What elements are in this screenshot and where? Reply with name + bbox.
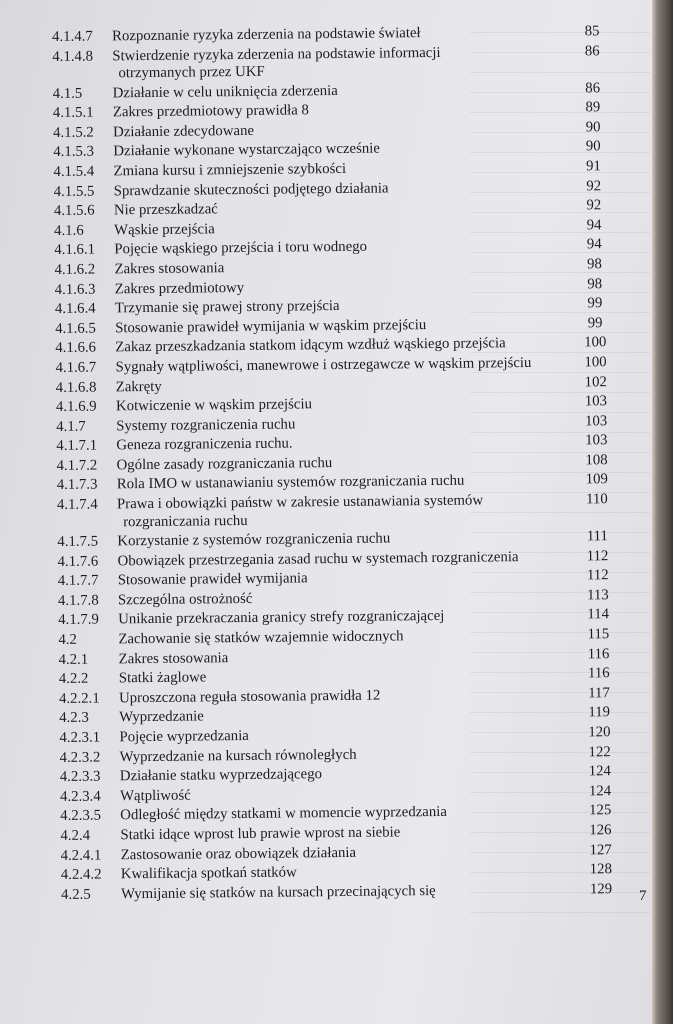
toc-entry-number: 4.1.7.9: [58, 611, 99, 629]
toc-entry-title: Działanie wykonane wystarczająco wcześnie: [113, 140, 380, 160]
toc-entry-page: 112: [586, 567, 609, 584]
toc-entry-page: 116: [587, 645, 610, 663]
toc-entry-number: 4.2.3.3: [59, 768, 101, 786]
toc-entry-page: 90: [585, 119, 601, 136]
toc-entry-number: 4.1.5.4: [53, 163, 95, 180]
toc-entry-title: Sprawdzanie skuteczności podjętego działania: [113, 180, 389, 199]
toc-entry-title: Prawa i obowiązki państw w zakresie ustanawiania systemów: [116, 492, 484, 513]
toc-entry-number: 4.2.4.2: [60, 866, 102, 884]
page-edge: [652, 0, 673, 1024]
toc-entry-page: 86: [584, 42, 600, 59]
toc-entry-title: Wyprzedzanie na kursach równoległych: [119, 746, 357, 765]
toc-entry-page: 126: [589, 822, 612, 839]
toc-entry-title: Zakres stosowania: [114, 260, 225, 278]
toc-entry-title: Uproszczona reguła stosowania prawidła 12: [118, 687, 381, 707]
toc-entry-number: 4.1.6.2: [54, 261, 96, 278]
toc-entry-number: 4.1.7.4: [56, 496, 98, 514]
toc-entry-title: Szczególna ostrożność: [117, 590, 253, 609]
toc-entry-page: 111: [586, 528, 608, 545]
toc-entry-number: 4.1.6: [54, 222, 84, 239]
toc-entry-number: 4.1.7: [56, 418, 86, 435]
toc-entry-page: 103: [584, 393, 608, 410]
toc-entry-number: 4.2: [58, 631, 77, 648]
toc-entry-title: Zakręty: [115, 378, 162, 395]
toc-entry-number: 4.1.6.4: [54, 300, 96, 318]
toc-entry-page: 116: [587, 665, 610, 682]
toc-entry-page: 108: [585, 452, 608, 469]
toc-entry-title: Zastosowanie oraz obowiązek działania: [120, 844, 357, 863]
toc-entry-number: 4.2.3.4: [59, 788, 101, 805]
toc-entry-number: 4.1.7.2: [56, 457, 98, 474]
toc-entry-page: 99: [587, 314, 603, 332]
toc-entry-page: 113: [587, 587, 609, 604]
toc-entry-number: 4.1.4.7: [52, 28, 93, 45]
toc-entry-number: 4.1.5.5: [53, 183, 95, 200]
toc-entry-page: 119: [588, 704, 611, 721]
toc-entry-page: 122: [588, 743, 611, 760]
toc-entry-page: 127: [589, 841, 612, 858]
toc-entry-title: Działanie w celu uniknięcia zderzenia: [112, 82, 338, 101]
toc-entry-number: 4.1.6.7: [55, 359, 97, 376]
toc-entry-title: Zakres przedmiotowy: [114, 279, 245, 297]
toc-entry-page: 100: [584, 354, 607, 371]
toc-entry-title: Statki idące wprost lub prawie wprost na siebie: [120, 824, 401, 844]
toc-entry-title-block: [117, 490, 587, 531]
toc-entry-number: 4.1.6.3: [54, 281, 96, 298]
toc-entry-number: 4.1.4.8: [52, 48, 94, 65]
toc-entry-page: 103: [584, 412, 608, 430]
toc-entry-page: 85: [584, 23, 600, 40]
toc-entry-title: Wąskie przejścia: [114, 221, 215, 239]
toc-entry-number: 4.1.7.1: [56, 437, 98, 455]
toc-entry-number: 4.1.7.5: [57, 533, 99, 551]
toc-entry-number: 4.2.2: [58, 670, 89, 688]
toc-entry-title: Kwalifikacja spotkań statków: [120, 864, 297, 883]
toc-entry-title: Zmiana kursu i zmniejszenie szybkości: [113, 160, 347, 180]
toc-entry-page: 86: [585, 79, 601, 96]
toc-entry-page: 124: [588, 782, 612, 800]
toc-entry-title: Stosowanie prawideł wymijania: [117, 570, 308, 589]
toc-entry-title: Sygnały wątpliwości, manewrowe i ostrzegawcze w wąskim przejściu: [115, 354, 532, 376]
toc-entry-number: 4.1.7.8: [57, 592, 99, 609]
toc-entry-title-continuation: otrzymanych przez UKF: [118, 63, 265, 82]
toc-entry-number: 4.2.1: [58, 651, 89, 668]
toc-entry-number: 4.1.6.1: [54, 241, 96, 259]
toc-entry-title: Rozpoznanie ryzyka zderzenia na podstawie świateł: [112, 25, 421, 45]
toc-entry-title: Zakres przedmiotowy prawidła 8: [112, 102, 309, 121]
toc-entry-number: 4.2.4.1: [60, 847, 102, 864]
toc-entry-number: 4.1.6.6: [55, 339, 97, 357]
toc-entry-page: 117: [588, 684, 610, 702]
toc-entry-page: 128: [589, 861, 613, 878]
toc-entry-title: Wymijanie się statków na kursach przecinających się: [120, 882, 436, 903]
toc-entry-title: Wątpliwość: [119, 787, 191, 805]
toc-entry-title: Zakres stosowania: [118, 649, 229, 667]
toc-entry-title: Rola IMO w ustanawianiu systemów rozgraniczania ruchu: [116, 473, 465, 493]
toc-entry-number: 4.1.5.2: [53, 124, 94, 141]
toc-entry-title: Nie przeszkadzać: [113, 201, 218, 219]
toc-entry-number: 4.1.7.7: [57, 572, 99, 590]
toc-entry-title: Wyprzedzanie: [119, 708, 204, 726]
toc-entry-page: 115: [587, 626, 610, 643]
toc-entry-page: 120: [588, 724, 611, 741]
toc-entry-title: Korzystanie z systemów rozgraniczenia ruchu: [117, 530, 391, 550]
toc-entry-number: 4.1.7.6: [57, 553, 99, 570]
toc-entry-number: 4.2.4: [60, 827, 91, 844]
toc-entry-title: Systemy rozgraniczenia ruchu: [116, 416, 296, 435]
toc-entry-title: Geneza rozgraniczenia ruchu.: [116, 435, 293, 454]
toc-entry-page: 92: [586, 197, 602, 214]
toc-entry-number: 4.2.3.1: [59, 729, 101, 746]
toc-entry-title: Działanie zdecydowane: [113, 122, 255, 141]
toc-entry-page: 109: [585, 471, 608, 488]
toc-entry-page: 98: [587, 275, 603, 292]
toc-entry-title-continuation: rozgraniczania ruchu: [123, 512, 248, 530]
toc-entry-title: Odległość między statkami w momencie wyprzedzania: [120, 804, 447, 824]
toc-entry-page: 91: [585, 158, 601, 175]
toc-entry-page: 110: [586, 491, 608, 508]
toc-entry-title: Kotwiczenie w wąskim przejściu: [115, 396, 313, 415]
toc-entry-page: 89: [585, 99, 601, 116]
toc-entry-number: 4.2.5: [60, 886, 91, 903]
toc-entry-page: 100: [584, 334, 607, 351]
toc-entry-number: 4.1.5.6: [53, 202, 95, 220]
toc-entry-number: 4.2.2.1: [58, 690, 100, 707]
toc-entry-page: 99: [587, 295, 603, 312]
toc-entry-title: Zakaz przeszkadzania statkom idącym wzdłuż wąskiego przejścia: [115, 335, 506, 356]
toc-entry-title-block: [121, 880, 591, 903]
toc-entry-page: 98: [587, 256, 602, 273]
toc-entry-page: 112: [586, 547, 609, 565]
toc-entry-page: 103: [585, 432, 608, 449]
table-of-contents: [0, 22, 652, 906]
toc-entry-title: Stosowanie prawideł wymijania w wąskim przejściu: [115, 316, 427, 337]
toc-entry-title: Trzymanie się prawej strony przejścia: [114, 298, 340, 317]
toc-entry-number: 4.2.3.2: [59, 749, 101, 766]
toc-entry-title: Pojęcie wąskiego przejścia i toru wodnego: [114, 239, 368, 258]
toc-entry-page: 125: [589, 802, 612, 819]
toc-entry-page: 90: [585, 138, 601, 155]
toc-entry-number: 4.1.6.9: [55, 398, 97, 416]
toc-entry-page: 102: [584, 373, 607, 390]
toc-entry-title: Działanie statku wyprzedzającego: [119, 766, 323, 785]
toc-entry-title-block: [112, 42, 582, 83]
toc-entry-page: 114: [587, 606, 610, 623]
toc-entry-title: Pojęcie wyprzedzania: [119, 727, 249, 746]
toc-entry-page: 94: [586, 236, 602, 253]
toc-entry-title: Obowiązek przestrzegania zasad ruchu w systemach rozgraniczenia: [117, 548, 519, 569]
toc-entry-title: Ogólne zasady rozgraniczania ruchu: [116, 454, 333, 474]
toc-entry-title: Zachowanie się statków wzajemnie widocznych: [118, 628, 404, 648]
toc-entry-number: 4.1.7.3: [56, 476, 98, 494]
toc-entry-page: 94: [586, 216, 602, 234]
toc-entry-number: 4.1.5.1: [52, 104, 94, 122]
toc-entry-page: 92: [586, 177, 602, 194]
toc-entry-number: 4.1.6.8: [55, 379, 97, 396]
toc-entry-title: Unikanie przekraczania granicy strefy rozgraniczającej: [118, 608, 445, 628]
toc-entry-number: 4.1.5: [52, 85, 83, 102]
toc-entry-number: 4.1.6.5: [55, 320, 96, 337]
toc-entry-title: Statki żaglowe: [118, 669, 207, 687]
page-number: 7: [639, 888, 647, 904]
toc-entry-number: 4.2.3.5: [60, 807, 102, 825]
toc-entry-title: Stwierdzenie ryzyka zderzenia na podstawie informacji: [112, 44, 441, 64]
toc-entry-page: 124: [588, 763, 611, 780]
toc-entry-number: 4.2.3: [59, 710, 89, 727]
toc-entry-page: 129: [589, 880, 613, 898]
toc-entry-number: 4.1.5.3: [53, 143, 95, 161]
